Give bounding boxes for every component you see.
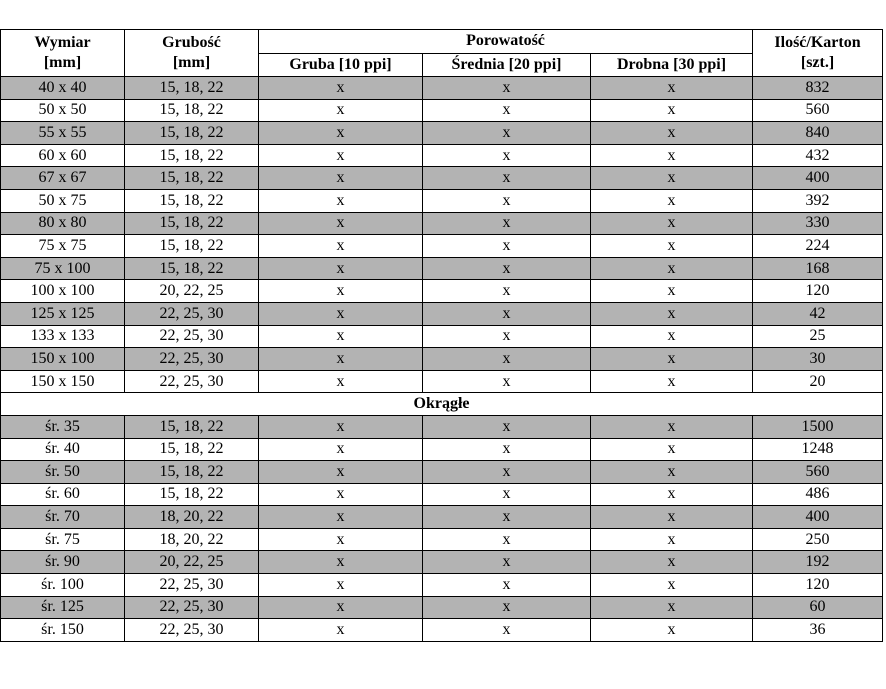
cell-gruba: x	[259, 438, 423, 461]
cell-srednia: x	[423, 235, 591, 258]
table-row	[1, 619, 883, 642]
header-grubosc	[125, 30, 259, 77]
cell-wymiar: śr. 60	[1, 483, 125, 506]
cell-ilosc: 832	[753, 77, 883, 100]
header-row-top	[1, 30, 883, 54]
header-drobna: Drobna [30 ppi]	[591, 53, 753, 77]
cell-wymiar: 125 x 125	[1, 302, 125, 325]
cell-wymiar: śr. 35	[1, 415, 125, 438]
section-label: Okrągłe	[1, 393, 883, 416]
cell-srednia: x	[423, 596, 591, 619]
cell-drobna: x	[591, 596, 753, 619]
cell-grubosc: 15, 18, 22	[125, 438, 259, 461]
cell-drobna: x	[591, 77, 753, 100]
cell-drobna: x	[591, 122, 753, 145]
header-wymiar-label: Wymiar	[34, 34, 91, 51]
cell-ilosc: 392	[753, 189, 883, 212]
cell-srednia: x	[423, 483, 591, 506]
cell-grubosc: 15, 18, 22	[125, 461, 259, 484]
cell-grubosc: 22, 25, 30	[125, 596, 259, 619]
cell-gruba: x	[259, 257, 423, 280]
cell-ilosc: 120	[753, 574, 883, 597]
header-srednia: Średnia [20 ppi]	[423, 53, 591, 77]
table-row	[1, 77, 883, 100]
cell-grubosc: 15, 18, 22	[125, 99, 259, 122]
cell-gruba: x	[259, 483, 423, 506]
cell-gruba: x	[259, 280, 423, 303]
table-row	[1, 122, 883, 145]
cell-srednia: x	[423, 528, 591, 551]
product-spec-table	[0, 29, 883, 642]
cell-gruba: x	[259, 144, 423, 167]
cell-ilosc: 224	[753, 235, 883, 258]
cell-gruba: x	[259, 528, 423, 551]
cell-wymiar: śr. 125	[1, 596, 125, 619]
cell-grubosc: 15, 18, 22	[125, 415, 259, 438]
table-row	[1, 348, 883, 371]
cell-drobna: x	[591, 506, 753, 529]
cell-srednia: x	[423, 257, 591, 280]
table-row	[1, 596, 883, 619]
cell-ilosc: 486	[753, 483, 883, 506]
cell-ilosc: 20	[753, 370, 883, 393]
table-row	[1, 280, 883, 303]
table-row	[1, 235, 883, 258]
cell-gruba: x	[259, 325, 423, 348]
header-gruba: Gruba [10 ppi]	[259, 53, 423, 77]
cell-srednia: x	[423, 325, 591, 348]
table-row	[1, 370, 883, 393]
cell-ilosc: 1248	[753, 438, 883, 461]
cell-wymiar: 100 x 100	[1, 280, 125, 303]
cell-drobna: x	[591, 483, 753, 506]
cell-drobna: x	[591, 189, 753, 212]
cell-grubosc: 20, 22, 25	[125, 280, 259, 303]
cell-wymiar: 75 x 75	[1, 235, 125, 258]
cell-ilosc: 60	[753, 596, 883, 619]
cell-srednia: x	[423, 438, 591, 461]
cell-wymiar: 133 x 133	[1, 325, 125, 348]
cell-ilosc: 560	[753, 461, 883, 484]
cell-drobna: x	[591, 438, 753, 461]
cell-gruba: x	[259, 167, 423, 190]
table-header	[1, 30, 883, 77]
cell-grubosc: 15, 18, 22	[125, 144, 259, 167]
cell-grubosc: 15, 18, 22	[125, 122, 259, 145]
round-rows	[1, 415, 883, 641]
cell-srednia: x	[423, 619, 591, 642]
cell-gruba: x	[259, 506, 423, 529]
cell-gruba: x	[259, 212, 423, 235]
section-divider	[1, 393, 883, 416]
cell-drobna: x	[591, 370, 753, 393]
table-row	[1, 325, 883, 348]
cell-gruba: x	[259, 189, 423, 212]
cell-drobna: x	[591, 325, 753, 348]
cell-drobna: x	[591, 99, 753, 122]
cell-grubosc: 22, 25, 30	[125, 370, 259, 393]
cell-srednia: x	[423, 99, 591, 122]
cell-grubosc: 18, 20, 22	[125, 528, 259, 551]
cell-srednia: x	[423, 506, 591, 529]
cell-srednia: x	[423, 302, 591, 325]
cell-grubosc: 22, 25, 30	[125, 348, 259, 371]
cell-ilosc: 840	[753, 122, 883, 145]
cell-ilosc: 168	[753, 257, 883, 280]
table-row	[1, 302, 883, 325]
cell-srednia: x	[423, 189, 591, 212]
table-row	[1, 212, 883, 235]
cell-drobna: x	[591, 235, 753, 258]
cell-gruba: x	[259, 302, 423, 325]
cell-gruba: x	[259, 574, 423, 597]
table-row	[1, 189, 883, 212]
cell-ilosc: 42	[753, 302, 883, 325]
table-row	[1, 461, 883, 484]
table-row	[1, 438, 883, 461]
cell-ilosc: 192	[753, 551, 883, 574]
cell-grubosc: 22, 25, 30	[125, 325, 259, 348]
cell-wymiar: 75 x 100	[1, 257, 125, 280]
cell-grubosc: 15, 18, 22	[125, 77, 259, 100]
table-row	[1, 144, 883, 167]
cell-ilosc: 400	[753, 167, 883, 190]
table-row	[1, 483, 883, 506]
cell-grubosc: 22, 25, 30	[125, 302, 259, 325]
cell-ilosc: 30	[753, 348, 883, 371]
cell-srednia: x	[423, 551, 591, 574]
cell-ilosc: 36	[753, 619, 883, 642]
cell-drobna: x	[591, 144, 753, 167]
header-ilosc	[753, 30, 883, 77]
cell-wymiar: śr. 90	[1, 551, 125, 574]
cell-wymiar: śr. 100	[1, 574, 125, 597]
cell-wymiar: 55 x 55	[1, 122, 125, 145]
cell-wymiar: 67 x 67	[1, 167, 125, 190]
cell-gruba: x	[259, 415, 423, 438]
cell-drobna: x	[591, 167, 753, 190]
cell-grubosc: 22, 25, 30	[125, 619, 259, 642]
cell-drobna: x	[591, 551, 753, 574]
header-ilosc-label: Ilość/Karton	[774, 34, 861, 51]
cell-ilosc: 400	[753, 506, 883, 529]
cell-gruba: x	[259, 551, 423, 574]
header-ilosc-unit: [szt.]	[800, 54, 835, 71]
cell-grubosc: 15, 18, 22	[125, 257, 259, 280]
cell-srednia: x	[423, 122, 591, 145]
cell-srednia: x	[423, 574, 591, 597]
header-wymiar	[1, 30, 125, 77]
cell-srednia: x	[423, 280, 591, 303]
cell-ilosc: 120	[753, 280, 883, 303]
cell-gruba: x	[259, 122, 423, 145]
table-row	[1, 167, 883, 190]
cell-ilosc: 560	[753, 99, 883, 122]
cell-gruba: x	[259, 77, 423, 100]
cell-drobna: x	[591, 415, 753, 438]
cell-ilosc: 1500	[753, 415, 883, 438]
cell-grubosc: 20, 22, 25	[125, 551, 259, 574]
cell-drobna: x	[591, 212, 753, 235]
cell-wymiar: 80 x 80	[1, 212, 125, 235]
cell-gruba: x	[259, 235, 423, 258]
table-row	[1, 574, 883, 597]
cell-srednia: x	[423, 77, 591, 100]
cell-grubosc: 15, 18, 22	[125, 235, 259, 258]
table-row	[1, 506, 883, 529]
cell-wymiar: śr. 75	[1, 528, 125, 551]
cell-ilosc: 25	[753, 325, 883, 348]
cell-gruba: x	[259, 99, 423, 122]
cell-ilosc: 432	[753, 144, 883, 167]
cell-drobna: x	[591, 302, 753, 325]
cell-gruba: x	[259, 461, 423, 484]
cell-grubosc: 22, 25, 30	[125, 574, 259, 597]
cell-ilosc: 250	[753, 528, 883, 551]
cell-gruba: x	[259, 370, 423, 393]
table-row	[1, 528, 883, 551]
cell-ilosc: 330	[753, 212, 883, 235]
cell-wymiar: śr. 50	[1, 461, 125, 484]
cell-wymiar: 40 x 40	[1, 77, 125, 100]
cell-srednia: x	[423, 167, 591, 190]
header-porowatosc: Porowatość	[259, 30, 753, 54]
cell-wymiar: 50 x 75	[1, 189, 125, 212]
cell-wymiar: śr. 70	[1, 506, 125, 529]
header-grubosc-label: Grubość	[162, 34, 221, 51]
cell-drobna: x	[591, 461, 753, 484]
cell-srednia: x	[423, 370, 591, 393]
table-row	[1, 551, 883, 574]
cell-wymiar: 60 x 60	[1, 144, 125, 167]
cell-grubosc: 18, 20, 22	[125, 506, 259, 529]
table-row	[1, 99, 883, 122]
cell-drobna: x	[591, 257, 753, 280]
cell-drobna: x	[591, 619, 753, 642]
cell-grubosc: 15, 18, 22	[125, 167, 259, 190]
cell-srednia: x	[423, 144, 591, 167]
header-wymiar-unit: [mm]	[43, 54, 82, 71]
cell-drobna: x	[591, 280, 753, 303]
table-row	[1, 415, 883, 438]
cell-srednia: x	[423, 461, 591, 484]
cell-gruba: x	[259, 348, 423, 371]
cell-drobna: x	[591, 574, 753, 597]
cell-drobna: x	[591, 348, 753, 371]
cell-srednia: x	[423, 348, 591, 371]
section-row	[1, 393, 883, 416]
cell-wymiar: śr. 40	[1, 438, 125, 461]
cell-wymiar: śr. 150	[1, 619, 125, 642]
cell-wymiar: 50 x 50	[1, 99, 125, 122]
table-row	[1, 257, 883, 280]
cell-drobna: x	[591, 528, 753, 551]
cell-gruba: x	[259, 619, 423, 642]
cell-srednia: x	[423, 415, 591, 438]
header-grubosc-unit: [mm]	[172, 54, 211, 71]
cell-grubosc: 15, 18, 22	[125, 189, 259, 212]
square-rows	[1, 77, 883, 393]
cell-gruba: x	[259, 596, 423, 619]
cell-wymiar: 150 x 100	[1, 348, 125, 371]
cell-grubosc: 15, 18, 22	[125, 483, 259, 506]
cell-srednia: x	[423, 212, 591, 235]
cell-grubosc: 15, 18, 22	[125, 212, 259, 235]
cell-wymiar: 150 x 150	[1, 370, 125, 393]
